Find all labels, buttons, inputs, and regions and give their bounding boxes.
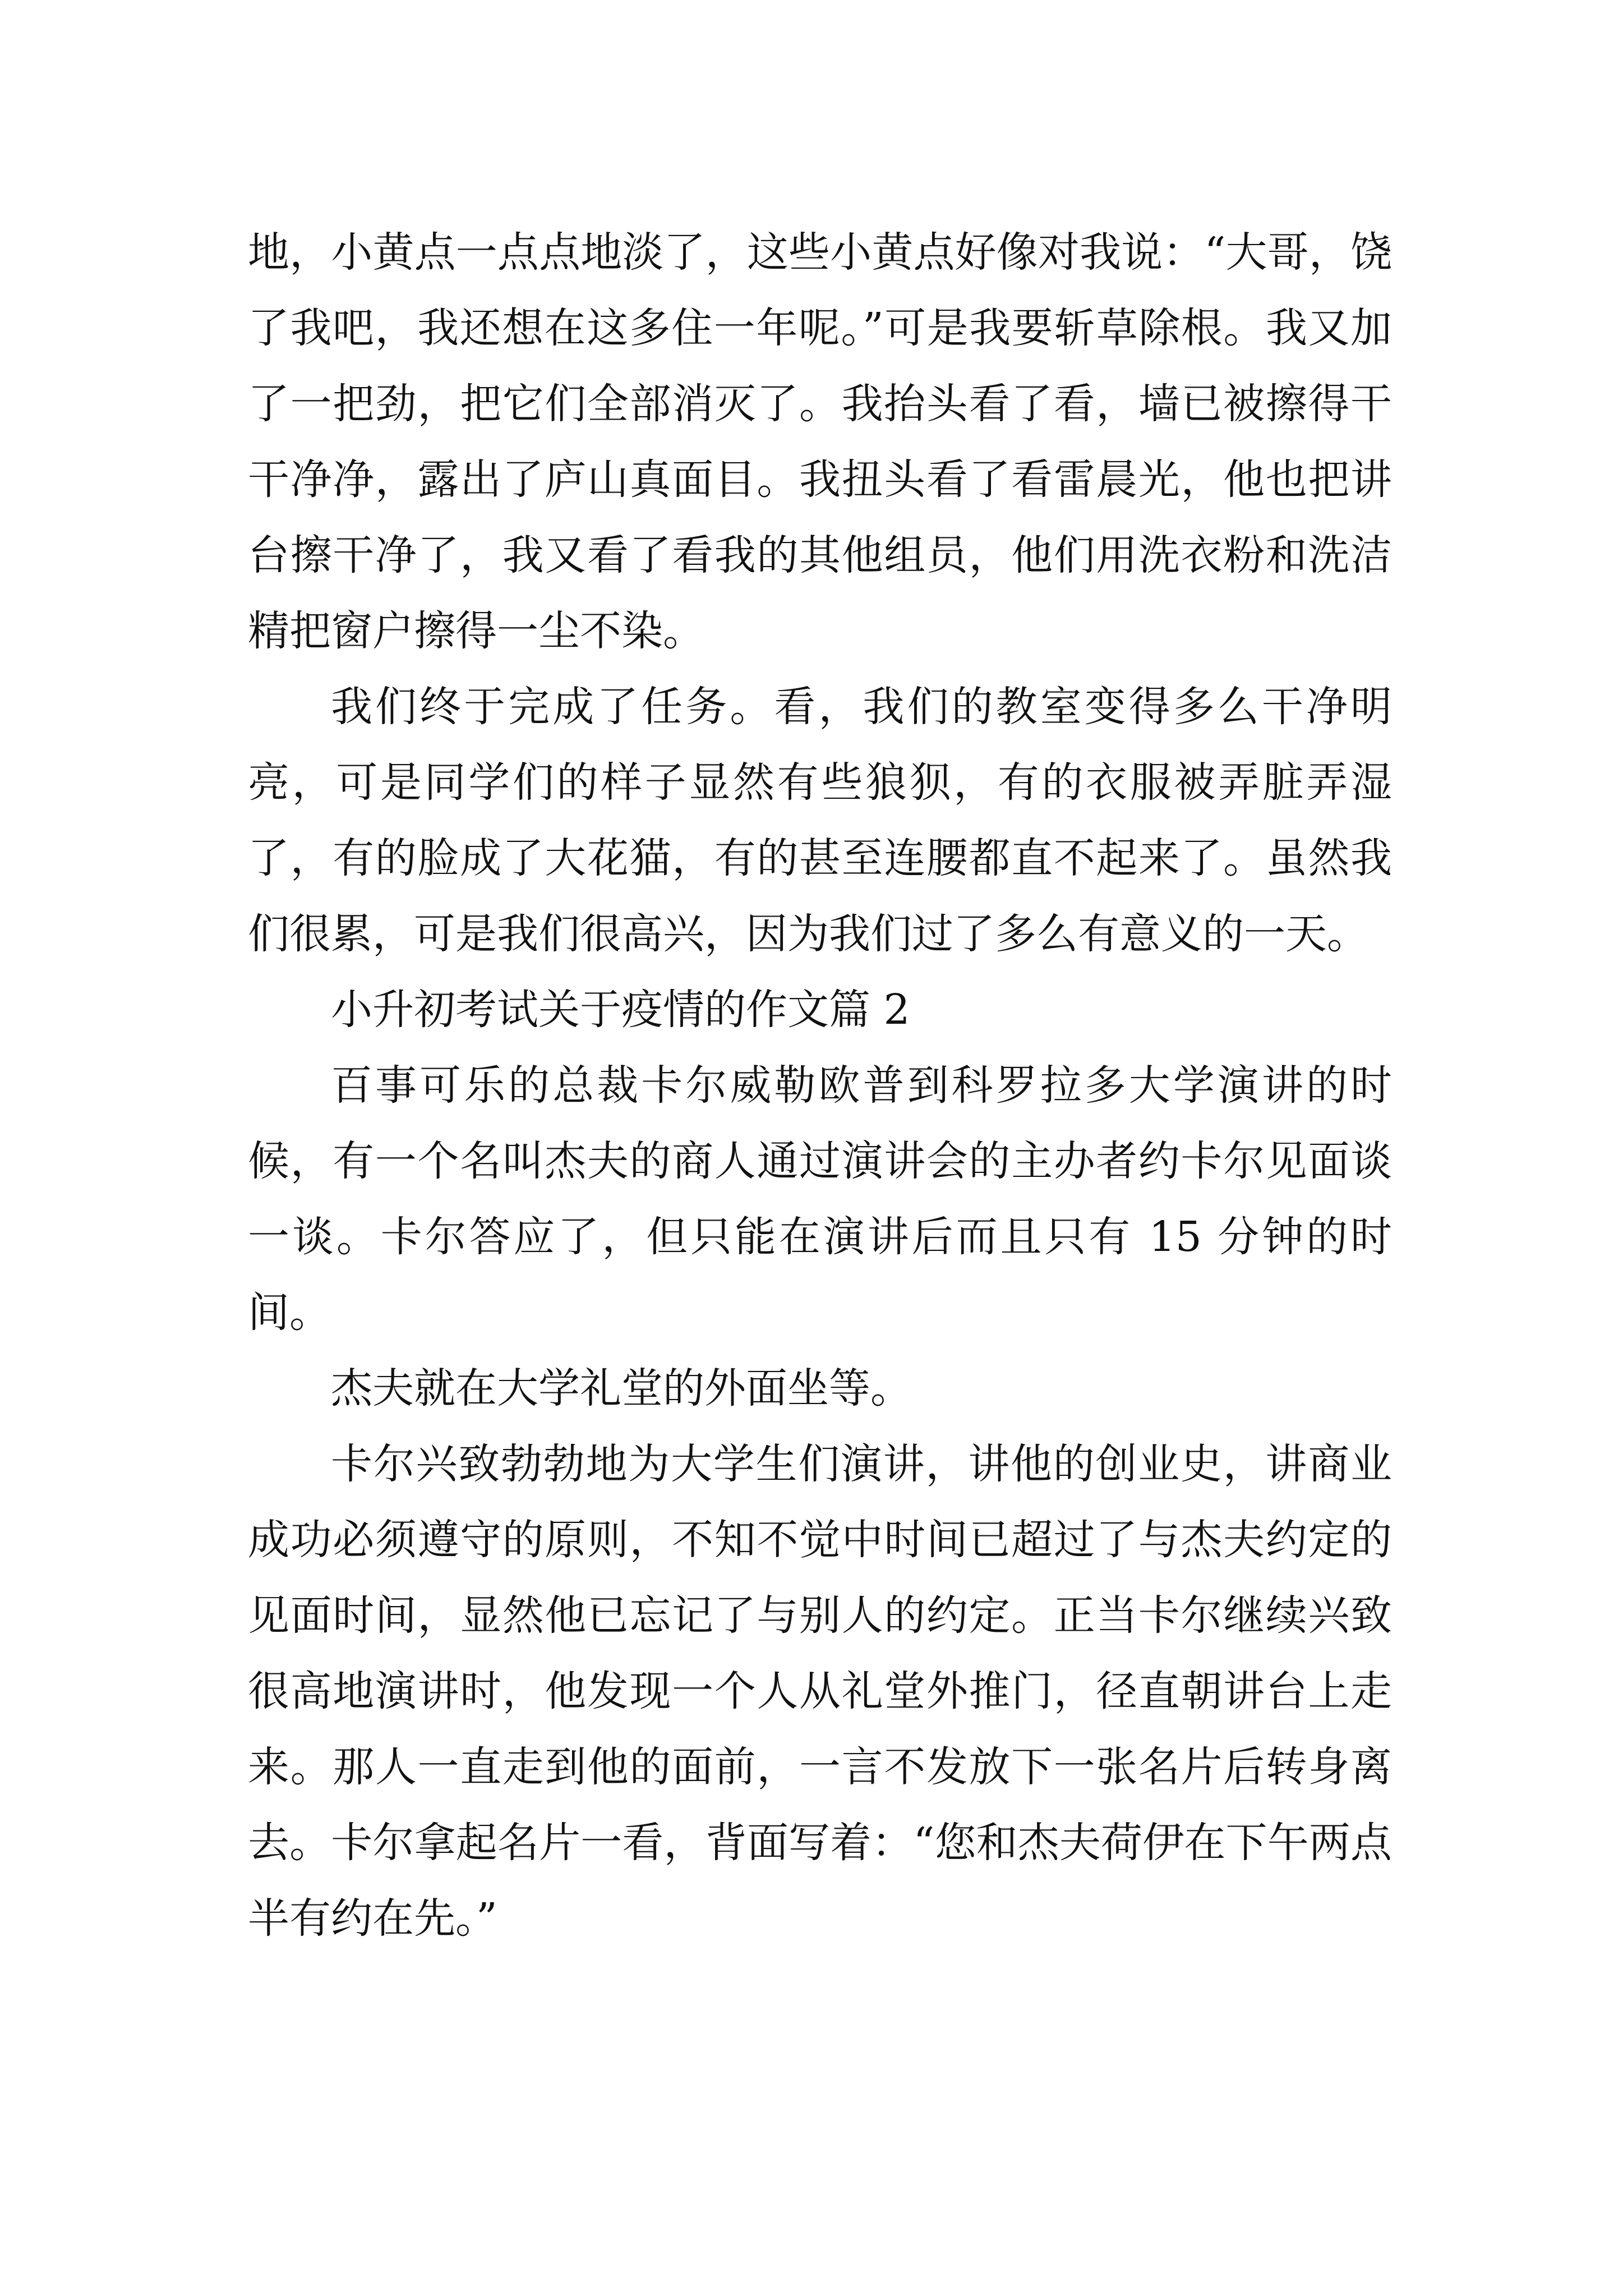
paragraph-3: 百事可乐的总裁卡尔威勒欧普到科罗拉多大学演讲的时候，有一个名叫杰夫的商人通过演讲会的主办者约卡尔见面谈一谈。卡尔答应了，但只能在演讲后而且只有 15 分钟的时间。: [248, 1061, 1392, 1337]
paragraph-4: 杰夫就在大学礼堂的外面坐等。: [331, 1364, 912, 1412]
document-body: [248, 215, 1392, 1957]
paragraph-1: 地，小黄点一点点地淡了，这些小黄点好像对我说：“大哥，饶了我吧，我还想在这多住一年呢。”可是我要斩草除根。我又加了一把劲，把它们全部消灭了。我抬头看了看，墙已被擦得干干净净，露出了庐山真面目。我扭头看了看雷晨光，他也把讲台擦干净了，我又看了看我的其他组员，他们用洗衣粉和洗洁精把窗户擦得一尘不染。: [248, 228, 1392, 655]
paragraph-5: 卡尔兴致勃勃地为大学生们演讲，讲他的创业史，讲商业成功必须遵守的原则，不知不觉中时间已超过了与杰夫约定的见面时间，显然他已忘记了与别人的约定。正当卡尔继续兴致很高地演讲时，他发现一个人从礼堂外推门，径直朝讲台上走来。那人一直走到他的面前，一言不发放下一张名片后转身离去。卡尔拿起名片一看，背面写着：“您和杰夫荷伊在下午两点半有约在先。”: [248, 1440, 1392, 1943]
section-heading: 小升初考试关于疫情的作文篇 2: [331, 986, 910, 1034]
paragraph-2: 我们终于完成了任务。看，我们的教室变得多么干净明亮，可是同学们的样子显然有些狼狈，有的衣服被弄脏弄湿了，有的脸成了大花猫，有的甚至连腰都直不起来了。虽然我们很累，可是我们很高兴，因为我们过了多么有意义的一天。: [248, 683, 1392, 958]
